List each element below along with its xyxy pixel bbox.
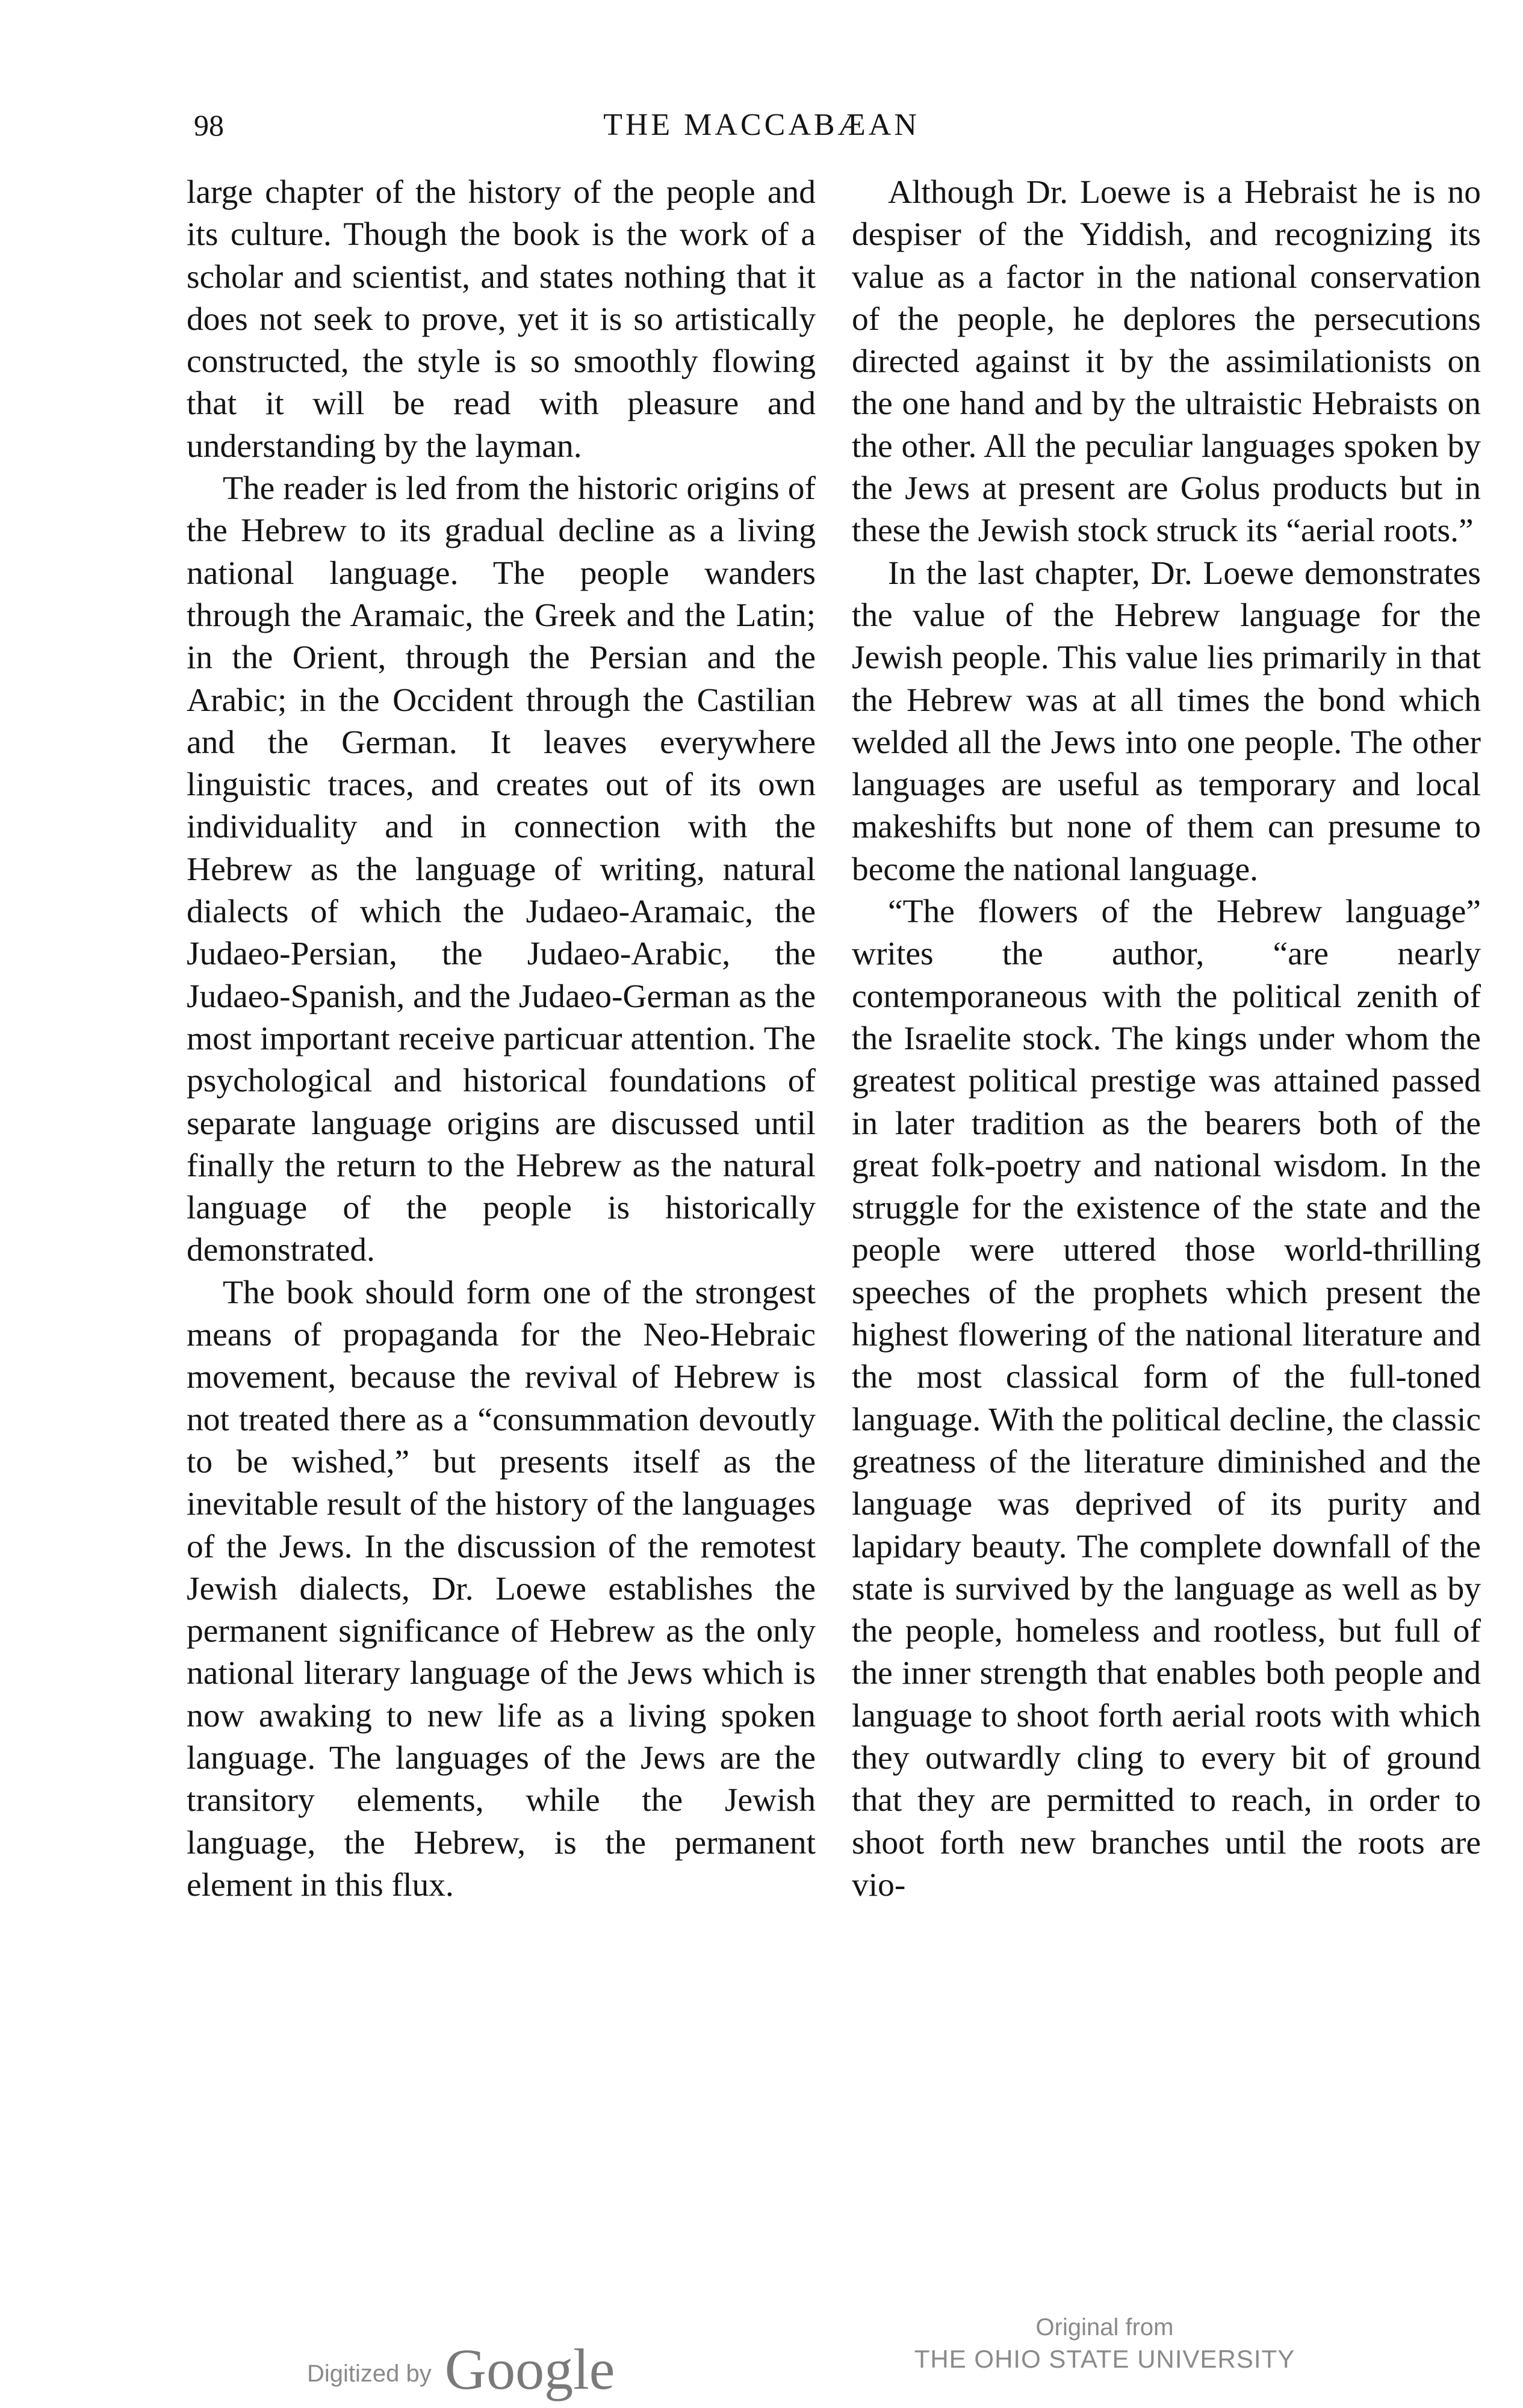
paragraph: “The flowers of the Hebrew language” writes the author, “are nearly contemporaneous with the political zenith of the Israelite stock. The kings under whom the greatest political prestige was attained passed in later tradition as the bearers both of the great folk-poetry and national wisdom. In the struggle for the existence of the state and the people were uttered those world-thrilling speeches of the prophets which present the highest flowering of the national literature and the most classical form of the full-toned language. With the political decline, the classic greatness of the literature diminished and the language was deprived of its purity and lapidary beauty. The complete downfall of the state is survived by the language as well as by the people, homeless and rootless, but full of the inner strength that enables both people and language to shoot forth aerial roots with which they outwardly cling to every bit of ground that they are permitted to reach, in order to shoot forth new branches until the roots are vio- [852,893,1481,1904]
original-source-watermark [837,2312,1373,2375]
google-logo: Google [444,2337,615,2401]
page-header [181,101,1342,149]
digitized-by-label: Digitized by [307,2360,432,2387]
paragraph: In the last chapter, Dr. Loewe demonstrates the value of the Hebrew language for the Jewish people. This value lies primarily in that the Hebrew was at all times the bond which welded all the Jews into one people. The other languages are useful as temporary and local makeshifts but none of them can presume to become the national language. [852,554,1481,888]
paragraph: Although Dr. Loewe is a Hebraist he is no despiser of the Yiddish, and recognizing its value as a factor in the national conservation of the people, he deplores the persecutions directed against it by the assimilationists on the one hand and by the ultraistic Hebraists on the other. All the peculiar languages spoken by the Jews at present are Golus products but in these the Jewish stock struck its “aerial roots.” [852,174,1481,550]
paragraph: large chapter of the history of the people and its culture. Though the book is the work of a scholar and scientist, and states nothing that it does not seek to prove, yet it is so artistically constructed, the style is so smoothly flowing that it will be read with pleasure and understanding by the layman. [187,174,816,465]
digitized-by-watermark [307,2336,615,2403]
left-column [187,172,816,1907]
institution-name: THE OHIO STATE UNIVERSITY [914,2345,1295,2373]
paragraph: The reader is led from the historic origins of the Hebrew to its gradual decline as a living national language. The people wanders through the Aramaic, the Greek and the Latin; in the Orient, through the Persian and the Arabic; in the Occident through the Castilian and the German. It leaves everywhere linguistic traces, and creates out of its own individuality and in connection with the Hebrew as the language of writing, natural dialects of which the Judaeo-Aramaic, the Judaeo-Persian, the Judaeo-Arabic, the Judaeo-Spanish, and the Judaeo-German as the most important receive particuar attention. The psychological and historical foundations of separate language origins are discussed until finally the return to the Hebrew as the natural language of the people is historically demonstrated. [187,470,816,1269]
running-title: THE MACCABÆAN [603,108,920,142]
paragraph: The book should form one of the strongest means of propaganda for the Neo-Hebraic movement, because the revival of Hebrew is not treated there as a “consummation devoutly to be wished,” but presents itself as the inevitable result of the history of the languages of the Jews. In the discussion of the remotest Jewish dialects, Dr. Loewe establishes the permanent significance of Hebrew as the only national literary language of the Jews which is now awaking to new life as a living spoken language. The languages of the Jews are the transitory elements, while the Jewish language, the Hebrew, is the permanent element in this flux. [187,1274,816,1904]
page-number: 98 [194,108,224,142]
right-column [852,172,1481,1907]
original-from-label: Original from [1035,2314,1174,2341]
